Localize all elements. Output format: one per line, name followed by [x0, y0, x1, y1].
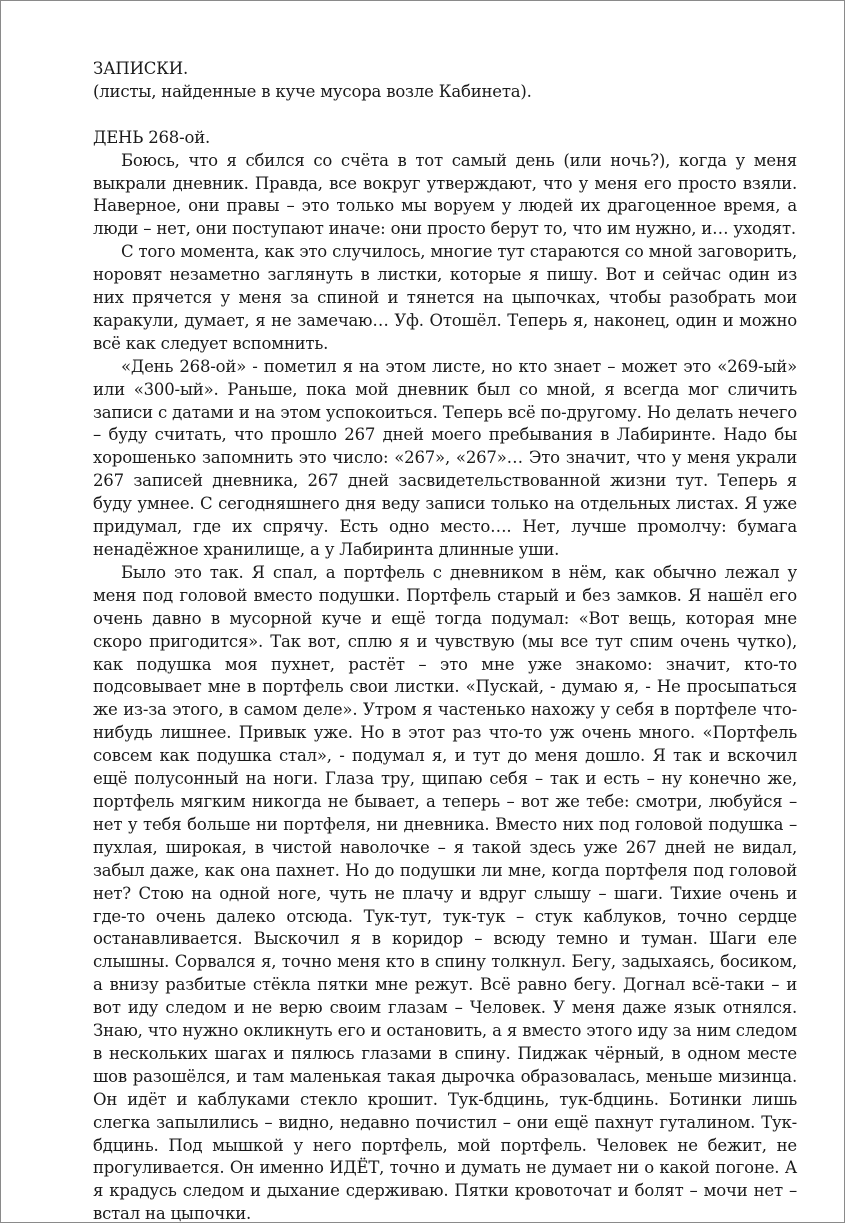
document-title: ЗАПИСКИ.: [93, 59, 188, 78]
paragraph-1: Боюсь, что я сбился со счёта в тот самый день (или ночь?), когда у меня выкрали дневник. Правда, все вокруг утверждают, что у меня его просто взяли. Наверное, они правы – это только мы воруем у людей их драгоценное время, а люди – нет, они поступают иначе: они просто берут то, что им нужно, и… уходят.: [93, 150, 797, 239]
document-subtitle: (листы, найденные в куче мусора возле Кабинета).: [93, 81, 532, 101]
day-heading: ДЕНЬ 268-ой.: [93, 127, 211, 147]
paragraph-4: Было это так. Я спал, а портфель с дневником в нём, как обычно лежал у меня под головой вместо подушки. Портфель старый и без замков. Я нашёл его очень давно в мусорной куче и ещё тогда подумал: «Вот вещь, которая мне скоро пригодится». Так вот, сплю я и чувствую (мы все тут спим очень чутко), как подушка моя пухнет, растёт – это мне уже знакомо: значит, кто-то подсовывает мне в портфель свои листки. «Пускай, - думаю я, - Не просыпаться же из-за этого, в самом деле». Утром я частенько нахожу у себя в портфеле что-нибудь лишнее. Привык уже. Но в этот раз что-то уж очень много. «Портфель совсем как подушка стал», - подумал я, и тут до меня дошло. Я так и вскочил ещё полусонный на ноги. Глаза тру, щипаю себя – так и есть – ну конечно же, портфель мягким никогда не бывает, а теперь – вот же тебе: смотри, любуйся – нет у тебя больше ни портфеля, ни дневника. Вместо них под головой подушка – пухлая, широкая, в чистой наволочке – я такой здесь уже 267 дней не видал, забыл даже, как она пахнет. Но до подушки ли мне, когда портфеля под головой нет? Стою на одной ноге, чуть не плачу и вдруг слышу – шаги. Тихие очень и где-то очень далеко отсюда. Тук-тут, тук-тук – стук каблуков, точно сердце останавливается. Выскочил я в коридор – всюду темно и туман. Шаги еле слышны. Сорвался я, точно меня кто в спину толкнул. Бегу, задыхаясь, босиком, а внизу разбитые стёкла пятки мне режут. Всё равно бегу. Догнал всё-таки – и вот иду следом и не верю своим глазам – Человек. У меня даже язык отнялся. Знаю, что нужно окликнуть его и остановить, а я вместо этого иду за ним следом в нескольких шагах и пялюсь глазами в спину. Пиджак чёрный, в одном месте шов разошёлся, и там маленькая такая дырочка образовалась, меньше мизинца. Он идёт и каблуками стекло крошит. Тук-бдцинь, тук-бдцинь. Ботинки лишь слегка запылились – видно, недавно почистил – они ещё пахнут гуталином. Тук-бдцинь. Под мышкой у него портфель, мой портфель. Человек не бежит, не прогуливается. Он именно ИДЁТ, точно и думать не думает ни о какой погоне. А я крадусь следом и дыхание сдерживаю. Пятки кровоточат и болят – мочи нет – встал на цыпочки.: [93, 562, 797, 1224]
spacer: [93, 104, 797, 127]
paragraph-3: «День 268-ой» - пометил я на этом листе, но кто знает – может это «269-ый» или «300-ый». Раньше, пока мой дневник был со мной, я всегда мог сличить записи с датами и на этом успокоиться. Теперь всё по-другому. Но делать нечего – буду считать, что прошло 267 дней моего пребывания в Лабиринте. Надо бы хорошенько запомнить это число: «267», «267»… Это значит, что у меня украли 267 записей дневника, 267 дней засвидетельствованной жизни тут. Теперь я буду умнее. С сегодняшнего дня веду записи только на отдельных листах. Я уже придумал, где их спрячу. Есть одно место…. Нет, лучше промолчу: бумага ненадёжное хранилище, а у Лабиринта длинные уши.: [93, 356, 797, 560]
paragraph-2: С того момента, как это случилось, многие тут стараются со мной заговорить, норовят незаметно заглянуть в листки, которые я пишу. Вот и сейчас один из них прячется у меня за спиной и тянется на цыпочках, чтобы разобрать мои каракули, думает, я не замечаю… Уф. Отошёл. Теперь я, наконец, один и можно всё как следует вспомнить.: [93, 242, 797, 353]
document-text: [93, 58, 797, 1226]
